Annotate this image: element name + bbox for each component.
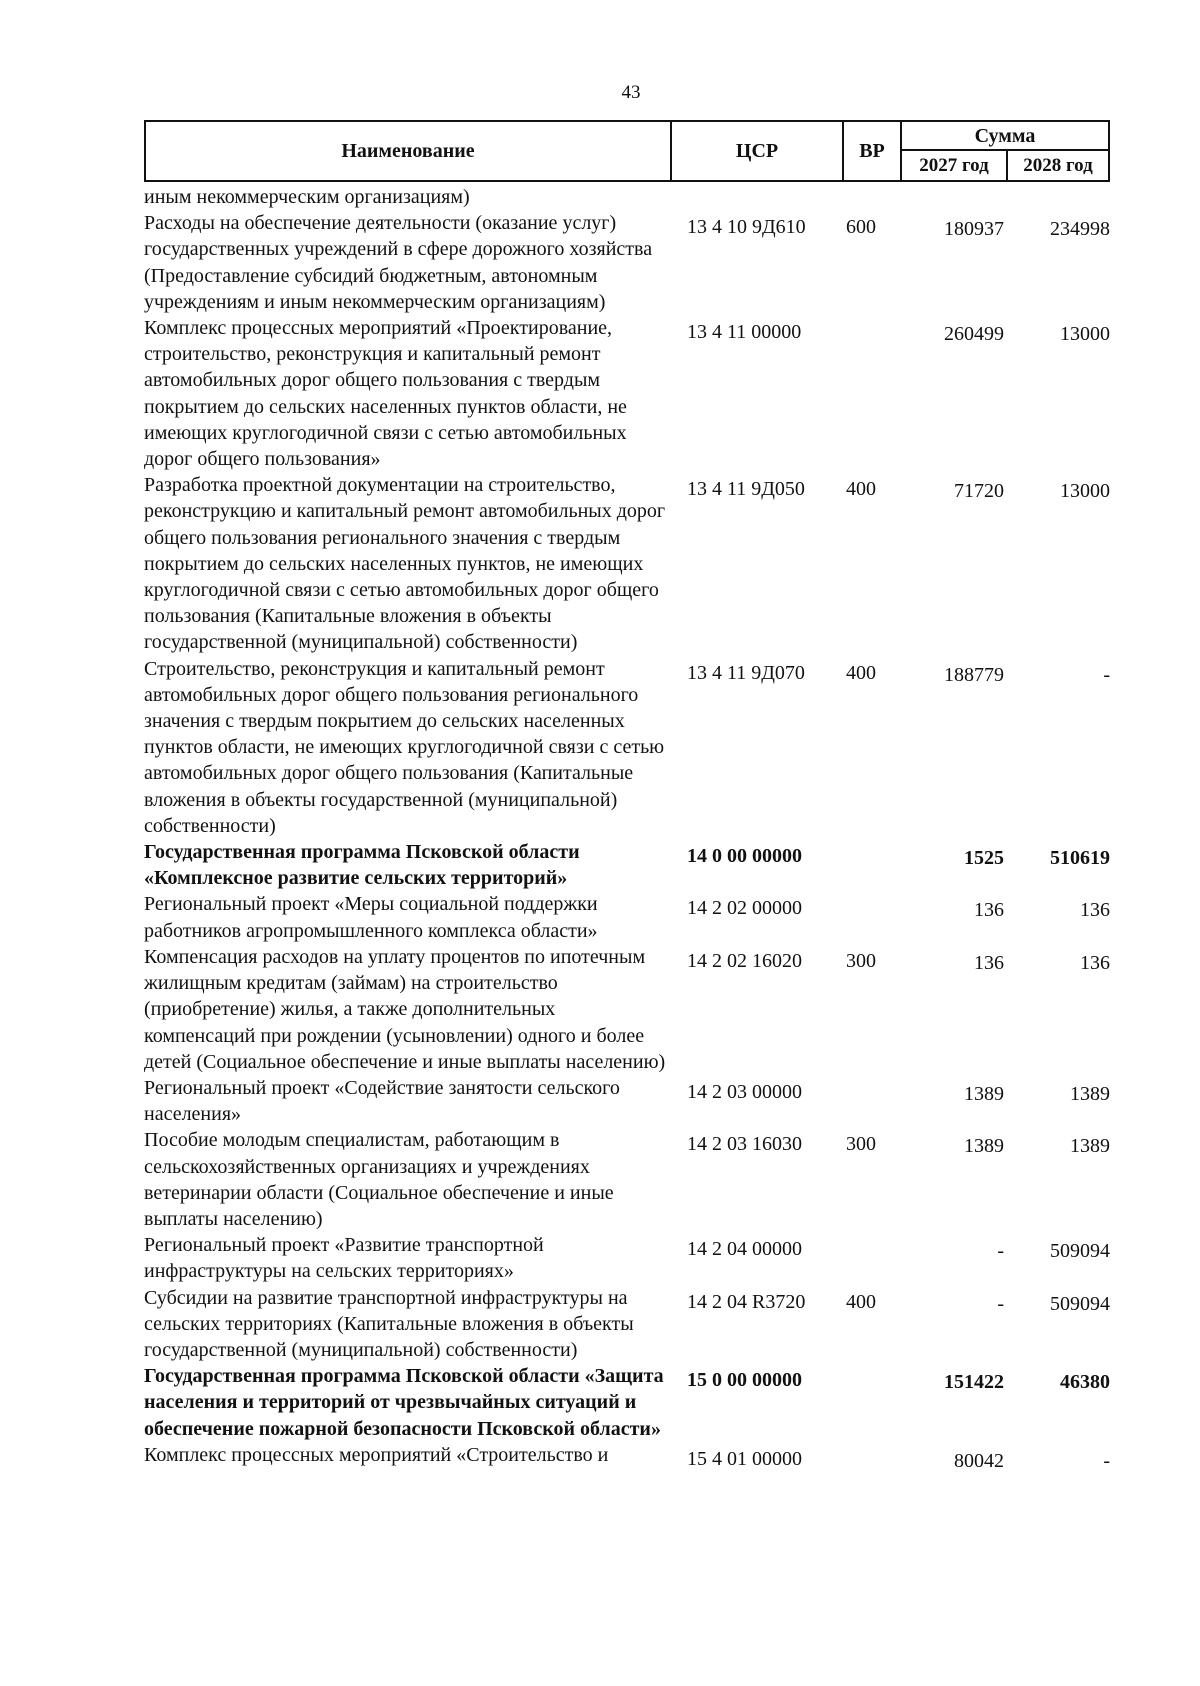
table-row (144, 1127, 1110, 1232)
table-row (144, 891, 1110, 943)
table-row (144, 944, 1110, 1075)
table-row (144, 315, 1110, 472)
row-name: Комплекс процессных мероприятий «Строительство и (144, 1443, 609, 1466)
header-csr: ЦСР (672, 122, 844, 180)
row-sum-2027: - (997, 1292, 1004, 1315)
table-row (144, 1232, 1110, 1284)
row-sum-2027: - (997, 1240, 1004, 1263)
row-sum-2027: 188779 (944, 663, 1004, 686)
row-csr: 15 4 01 00000 (687, 1447, 802, 1470)
row-name: Комплекс процессных мероприятий «Проектирование, строительство, реконструкция и капитальный ремонт автомобильных дорог общего пользования с твердым покрытием до сельских населенных пунктов области, не имеющих круглогодичной связи с сетью автомобильных дорог общего пользования» (144, 317, 627, 471)
row-sum-2028: 13000 (1060, 323, 1110, 346)
row-vr (842, 1075, 900, 1127)
row-vr (842, 839, 900, 891)
row-csr: 15 0 00 00000 (687, 1369, 802, 1392)
table-row-program (144, 839, 1110, 891)
row-sum-2028: - (1103, 1449, 1110, 1472)
table-row (144, 1075, 1110, 1127)
row-name: Компенсация расходов на уплату процентов по ипотечным жилищным кредитам (займам) на строительство (приобретение) жилья, а также дополнительных компенсаций при рождении (усыновлении) одного и более детей (Социальное обеспечение и иные выплаты населению) (144, 945, 666, 1073)
table-row (144, 656, 1110, 839)
header-year-2027: 2027 год (902, 151, 1008, 180)
row-name: Региональный проект «Содействие занятости сельского населения» (144, 1076, 620, 1126)
row-sum-2027: 1389 (964, 1082, 1004, 1105)
row-vr: 300 (846, 1133, 876, 1156)
row-csr: 14 2 02 00000 (687, 897, 802, 920)
row-name: Региональный проект «Меры социальной поддержки работников агропромышленного комплекса области» (144, 893, 598, 942)
row-csr: 13 4 10 9Д610 (687, 216, 806, 239)
row-name: Строительство, реконструкция и капитальный ремонт автомобильных дорог общего пользования регионального значения с твердым покрытием до сельских населенных пунктов области, не имеющих круглогодичной связи с сетью автомобильных дорог общего пользования (Капитальные вложения в объекты государственной (муниципальной) собственности) (144, 657, 665, 837)
row-vr: 400 (846, 1290, 876, 1313)
row-csr: 13 4 11 9Д070 (687, 661, 805, 684)
table-row (144, 472, 1110, 655)
row-name: Пособие молодым специалистам, работающим в сельскохозяйственных организациях и учреждениях ветеринарии области (Социальное обеспечение и иные выплаты населению) (144, 1129, 614, 1230)
table-row (144, 1285, 1110, 1364)
row-sum-2028: 1389 (1070, 1082, 1110, 1105)
row-sum-2027: 151422 (944, 1371, 1004, 1394)
row-csr (679, 184, 842, 210)
row-csr: 14 2 03 00000 (687, 1080, 802, 1103)
table-body (144, 184, 1110, 1474)
row-csr: 14 0 00 00000 (687, 845, 802, 868)
row-sum-2028: 13000 (1060, 480, 1110, 503)
row-sum-2028: 509094 (1050, 1240, 1110, 1263)
table-row (144, 1442, 1110, 1474)
row-vr: 400 (846, 478, 876, 501)
row-sum-2028: 136 (1080, 899, 1110, 922)
row-name: иным некоммерческим организациям) (144, 186, 470, 208)
row-name: Субсидии на развитие транспортной инфраструктуры на сельских территориях (Капитальные вложения в объекты государственной (муниципальной) собственности) (144, 1286, 634, 1361)
row-sum-2027 (900, 184, 1004, 210)
row-name: Расходы на обеспечение деятельности (оказание услуг) государственных учреждений в сфере дорожного хозяйства (Предоставление субсидий бюджетным, автономным учреждениям и иным некоммерческим организациям) (144, 212, 653, 313)
header-name: Наименование (146, 122, 672, 180)
row-sum-2027: 1389 (964, 1135, 1004, 1158)
row-csr: 14 2 02 16020 (687, 949, 802, 972)
row-csr: 13 4 11 00000 (687, 321, 802, 344)
row-sum-2028: - (1103, 663, 1110, 686)
row-sum-2028: 510619 (1050, 847, 1110, 870)
row-csr: 14 2 04 R3720 (687, 1290, 806, 1313)
row-sum-2028: 509094 (1050, 1292, 1110, 1315)
row-name: Разработка проектной документации на строительство, реконструкцию и капитальный ремонт автомобильных дорог общего пользования регионального значения с твердым покрытием до сельских населенных пунктов, не имеющих круглогодичной связи с сетью автомобильных дорог общего пользования (Капитальные вложения в объекты государственной (муниципальной) собственности) (144, 474, 666, 654)
row-sum-2028 (1004, 184, 1110, 210)
row-csr: 14 2 04 00000 (687, 1238, 802, 1261)
row-vr: 600 (846, 216, 876, 239)
row-csr: 14 2 03 16030 (687, 1133, 802, 1156)
row-sum-2027: 180937 (944, 218, 1004, 241)
row-vr: 300 (846, 949, 876, 972)
row-vr (842, 1363, 900, 1442)
table-row (144, 184, 1110, 210)
table-row (144, 210, 1110, 315)
header-year-2028: 2028 год (1023, 155, 1093, 176)
row-vr (842, 1232, 900, 1284)
row-sum-2027: 71720 (954, 480, 1004, 503)
row-vr (842, 1442, 900, 1474)
row-sum-2028: 234998 (1050, 218, 1110, 241)
row-sum-2027: 1525 (964, 847, 1004, 870)
row-sum-2027: 80042 (954, 1449, 1004, 1472)
row-vr: 400 (846, 661, 876, 684)
table-row-program (144, 1363, 1110, 1442)
row-sum-2027: 136 (974, 899, 1004, 922)
row-name: Государственная программа Псковской области «Защита населения и территорий от чрезвычайных ситуаций и обеспечение пожарной безопасности Псковской области» (144, 1365, 664, 1440)
row-sum-2028: 136 (1080, 951, 1110, 974)
row-csr: 13 4 11 9Д050 (687, 478, 805, 501)
row-sum-2028: 46380 (1060, 1371, 1110, 1394)
row-vr (842, 891, 900, 943)
row-sum-2027: 136 (974, 951, 1004, 974)
row-vr (842, 184, 900, 210)
header-vr: ВР (844, 122, 902, 180)
row-sum-2028: 1389 (1070, 1135, 1110, 1158)
row-name: Региональный проект «Развитие транспортной инфраструктуры на сельских территориях» (144, 1234, 544, 1283)
header-sum: Сумма (902, 122, 1108, 151)
row-name: Государственная программа Псковской области «Комплексное развитие сельских территорий» (144, 841, 580, 890)
page-number: 43 (621, 82, 641, 103)
row-vr (842, 315, 900, 472)
table-header (144, 120, 1110, 182)
row-sum-2027: 260499 (944, 323, 1004, 346)
